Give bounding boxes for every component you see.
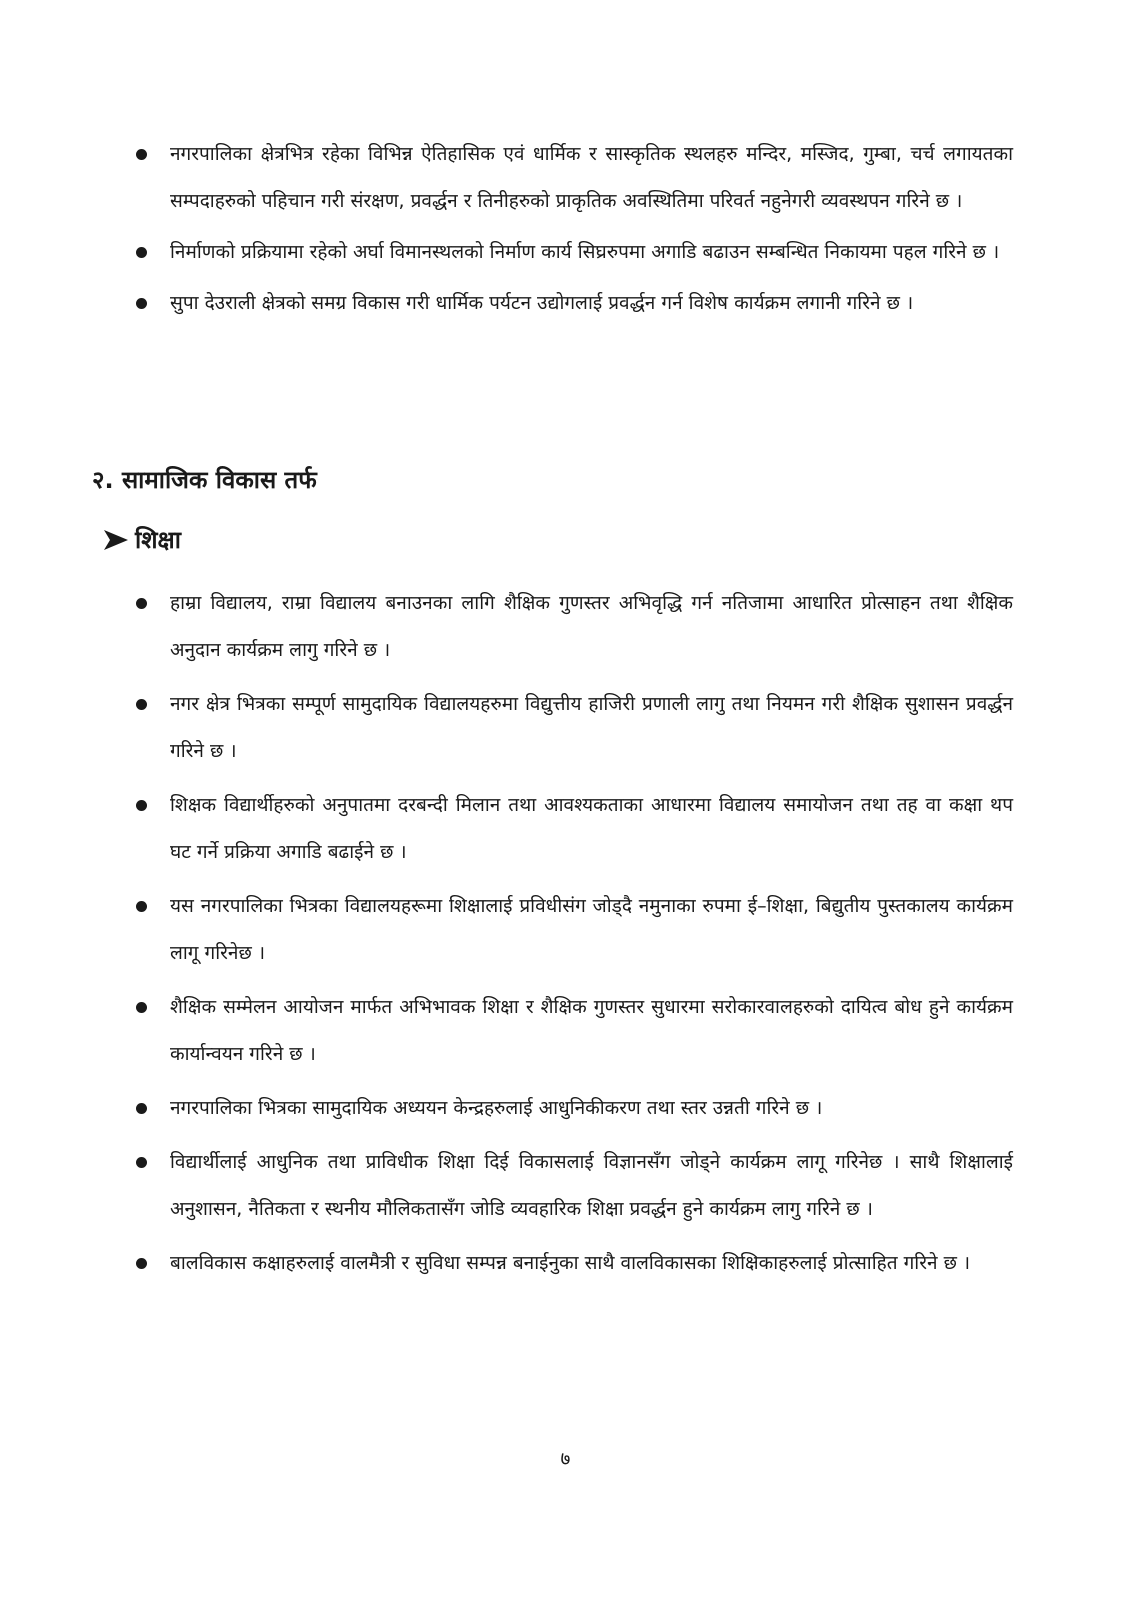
arrow-bullet-icon [103,529,129,551]
list-item [133,280,1013,327]
sub-heading [103,523,181,556]
list-item [133,883,1013,977]
education-bullet-list [133,580,1013,1287]
bullet-icon [136,598,147,609]
bullet-icon [136,247,147,258]
list-item [133,782,1013,876]
bullet-text: नगर क्षेत्र भित्रका सम्पूर्ण सामुदायिक विद्यालयहरुमा विद्युत्तीय हाजिरी प्रणाली लागु तथा नियमन गरी शैक्षिक सुशासन प्रवर्द्धन गरिने छ । [170,693,1013,762]
bullet-text: नगरपालिका क्षेत्रभित्र रहेका विभिन्न ऐतिहासिक एवं धार्मिक र सास्कृतिक स्थलहरु मन्दिर, मस्जिद, गुम्बा, चर्च लगायतका सम्पदाहरुको पहिचान गरी संरक्षण, प्रवर्द्धन र तिनीहरुको प्राकृतिक अवस्थितिमा परिवर्त नहुनेगरी व्यवस्थपन गरिने छ । [170,143,1013,212]
bullet-text: शिक्षक विद्यार्थीहरुको अनुपातमा दरबन्दी मिलान तथा आवश्यकताका आधारमा विद्यालय समायोजन तथा तह वा कक्षा थप घट गर्ने प्रक्रिया अगाडि बढाईने छ । [170,794,1013,863]
bullet-text: बालविकास कक्षाहरुलाई वालमैत्री र सुविधा सम्पन्न बनाईनुका साथै वालविकासका शिक्षिकाहरुलाई प्रोत्साहित गरिने छ । [170,1252,971,1274]
list-item [133,580,1013,674]
sub-heading-text: शिक्षा [135,526,181,554]
bullet-icon [136,149,147,160]
bullet-icon [136,1157,147,1168]
bullet-icon [136,901,147,912]
list-item [133,681,1013,775]
bullet-text: नगरपालिका भित्रका सामुदायिक अध्ययन केन्द्रहरुलाई आधुनिकीकरण तथा स्तर उन्नती गरिने छ । [170,1097,823,1119]
bullet-text: हाम्रा विद्यालय, राम्रा विद्यालय बनाउनका लागि शैक्षिक गुणस्तर अभिवृद्धि गर्न नतिजामा आधारित प्रोत्साहन तथा शैक्षिक अनुदान कार्यक्रम लागु गरिने छ । [170,592,1013,661]
list-item [133,1240,1013,1287]
bullet-text: यस नगरपालिका भित्रका विद्यालयहरूमा शिक्षालाई प्रविधीसंग जोड्दै नमुनाका रुपमा ई–शिक्षा, बिद्युतीय पुस्तकालय कार्यक्रम लागू गरिनेछ । [170,895,1013,964]
list-item [133,131,1013,225]
page-number: ७ [560,1448,571,1470]
bullet-text: विद्यार्थीलाई आधुनिक तथा प्राविधीक शिक्षा दिई विकासलाई विज्ञानसँग जोड्ने कार्यक्रम लागू गरिनेछ । साथै शिक्षालाई अनुशासन, नैतिकता र स्थनीय मौलिकतासँग जोडि व्यवहारिक शिक्षा प्रवर्द्धन हुने कार्यक्रम लागु गरिने छ । [170,1151,1013,1220]
list-item [133,984,1013,1078]
bullet-icon [136,298,147,309]
list-item [133,229,1013,276]
list-item [133,1139,1013,1233]
section-heading: २. सामाजिक विकास तर्फ [92,466,317,494]
list-item [133,1085,1013,1132]
bullet-icon [136,800,147,811]
bullet-text: सुपा देउराली क्षेत्रको समग्र विकास गरी धार्मिक पर्यटन उद्योगलाई प्रवर्द्धन गर्न विशेष कार्यक्रम लगानी गरिने छ । [170,292,914,314]
heritage-bullet-list [133,131,1013,327]
bullet-text: निर्माणको प्रक्रियामा रहेको अर्घा विमानस्थलको निर्माण कार्य सिघ्ररुपमा अगाडि बढाउन सम्बन्धित निकायमा पहल गरिने छ । [170,241,1000,263]
bullet-text: शैक्षिक सम्मेलन आयोजन मार्फत अभिभावक शिक्षा र शैक्षिक गुणस्तर सुधारमा सरोकारवालहरुको दायित्व बोध हुने कार्यक्रम कार्यान्वयन गरिने छ । [170,996,1013,1065]
bullet-icon [136,1103,147,1114]
bullet-icon [136,699,147,710]
bullet-icon [136,1258,147,1269]
bullet-icon [136,1002,147,1013]
